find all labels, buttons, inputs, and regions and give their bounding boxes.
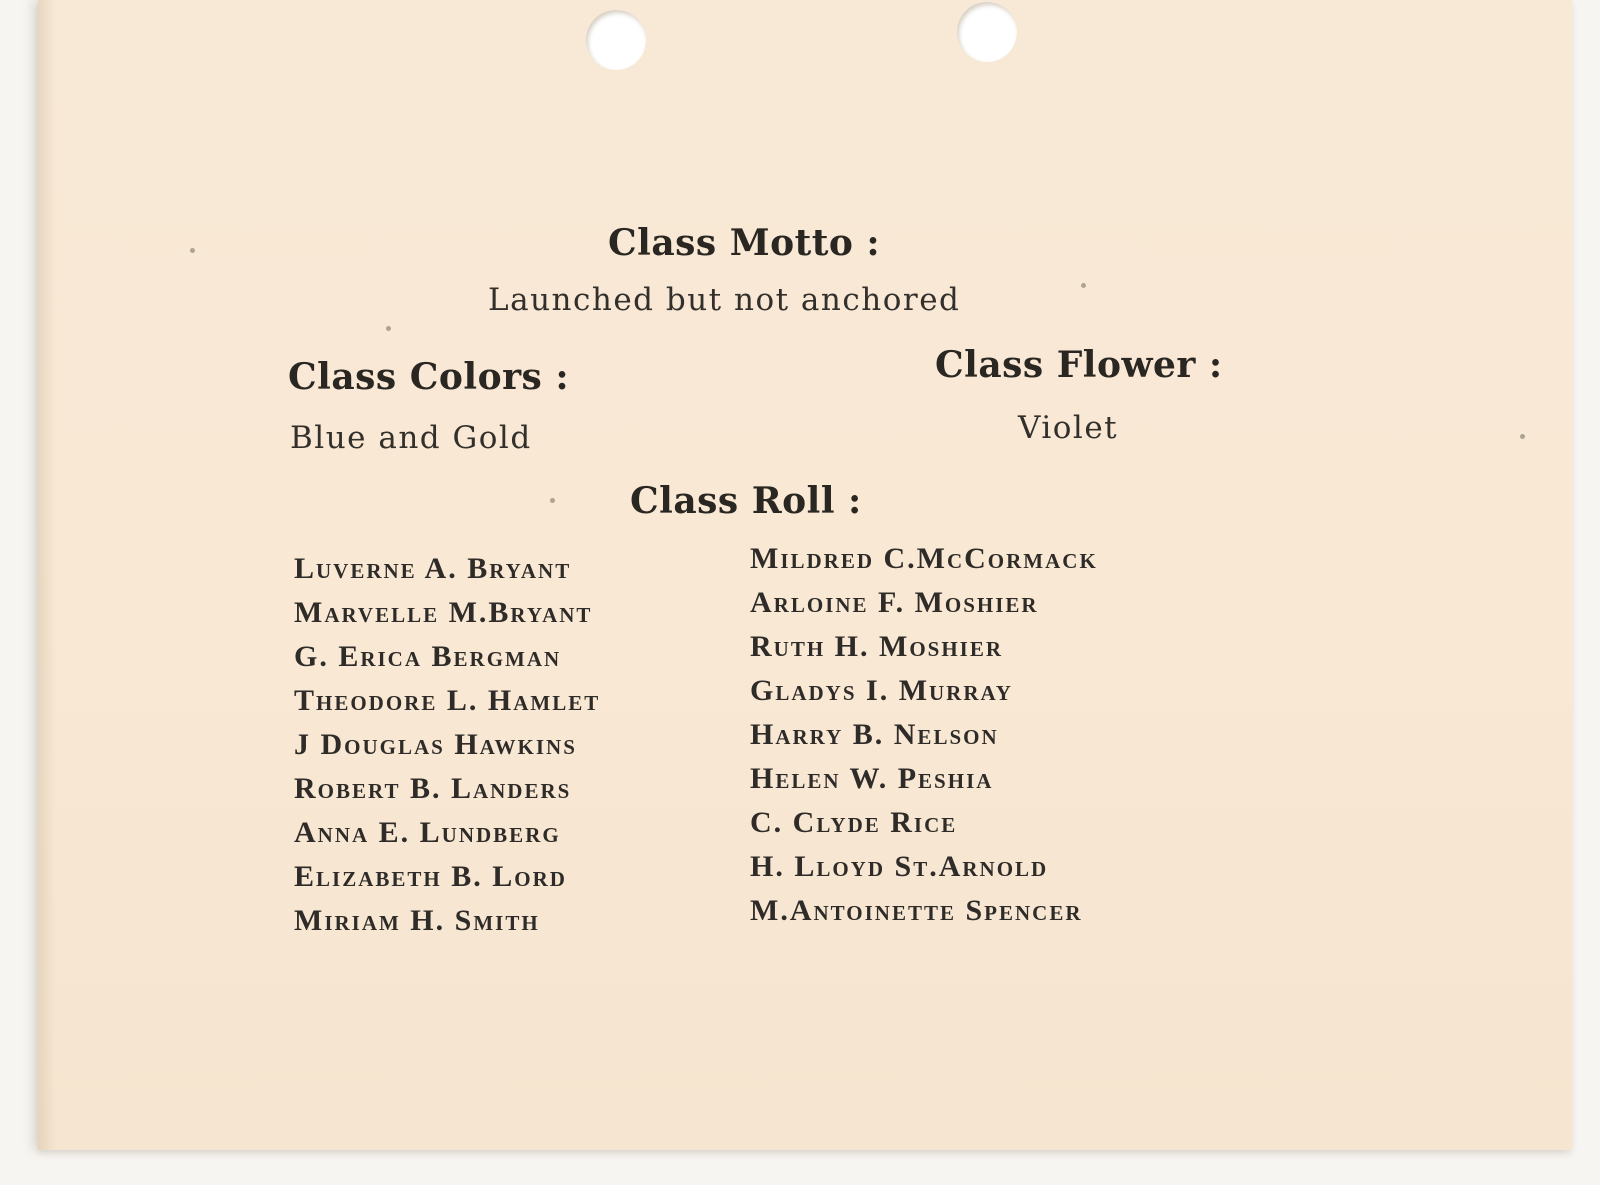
- motto-text: Launched but not anchored: [488, 282, 961, 318]
- roll-name: Luverne A. Bryant: [294, 552, 572, 585]
- roll-name: Mildred C.McCormack: [750, 542, 1098, 575]
- roll-name: Harry B. Nelson: [750, 718, 999, 751]
- roll-heading: Class Roll :: [630, 480, 862, 522]
- roll-name: Helen W. Peshia: [750, 762, 994, 795]
- roll-name: C. Clyde Rice: [750, 806, 958, 839]
- flower-heading: Class Flower :: [935, 344, 1223, 386]
- roll-name: Gladys I. Murray: [750, 674, 1013, 707]
- ink-speck: [190, 248, 195, 253]
- ink-speck: [1081, 283, 1086, 288]
- roll-right-column: [750, 537, 1098, 933]
- roll-name: Theodore L. Hamlet: [294, 684, 601, 717]
- colors-heading: Class Colors :: [288, 356, 570, 398]
- roll-name: Ruth H. Moshier: [750, 630, 1004, 663]
- punch-hole-right: [957, 2, 1017, 62]
- colors-text: Blue and Gold: [290, 420, 532, 456]
- motto-heading: Class Motto :: [608, 222, 881, 264]
- roll-name: Arloine F. Moshier: [750, 586, 1039, 619]
- roll-name: G. Erica Bergman: [294, 640, 562, 673]
- roll-name: Elizabeth B. Lord: [294, 860, 567, 893]
- ink-speck: [1520, 434, 1525, 439]
- roll-name: Marvelle M.Bryant: [294, 596, 593, 629]
- roll-name: Anna E. Lundberg: [294, 816, 561, 849]
- program-card: [38, 0, 1572, 1150]
- roll-left-column: [294, 547, 600, 943]
- flower-text: Violet: [1018, 410, 1119, 446]
- roll-name: Miriam H. Smith: [294, 904, 540, 937]
- roll-name: H. Lloyd St.Arnold: [750, 850, 1049, 883]
- roll-name: Robert B. Landers: [294, 772, 572, 805]
- roll-name: J Douglas Hawkins: [294, 728, 577, 761]
- punch-hole-left: [586, 10, 646, 70]
- ink-speck: [550, 498, 555, 503]
- roll-name: M.Antoinette Spencer: [750, 894, 1083, 927]
- ink-speck: [386, 326, 391, 331]
